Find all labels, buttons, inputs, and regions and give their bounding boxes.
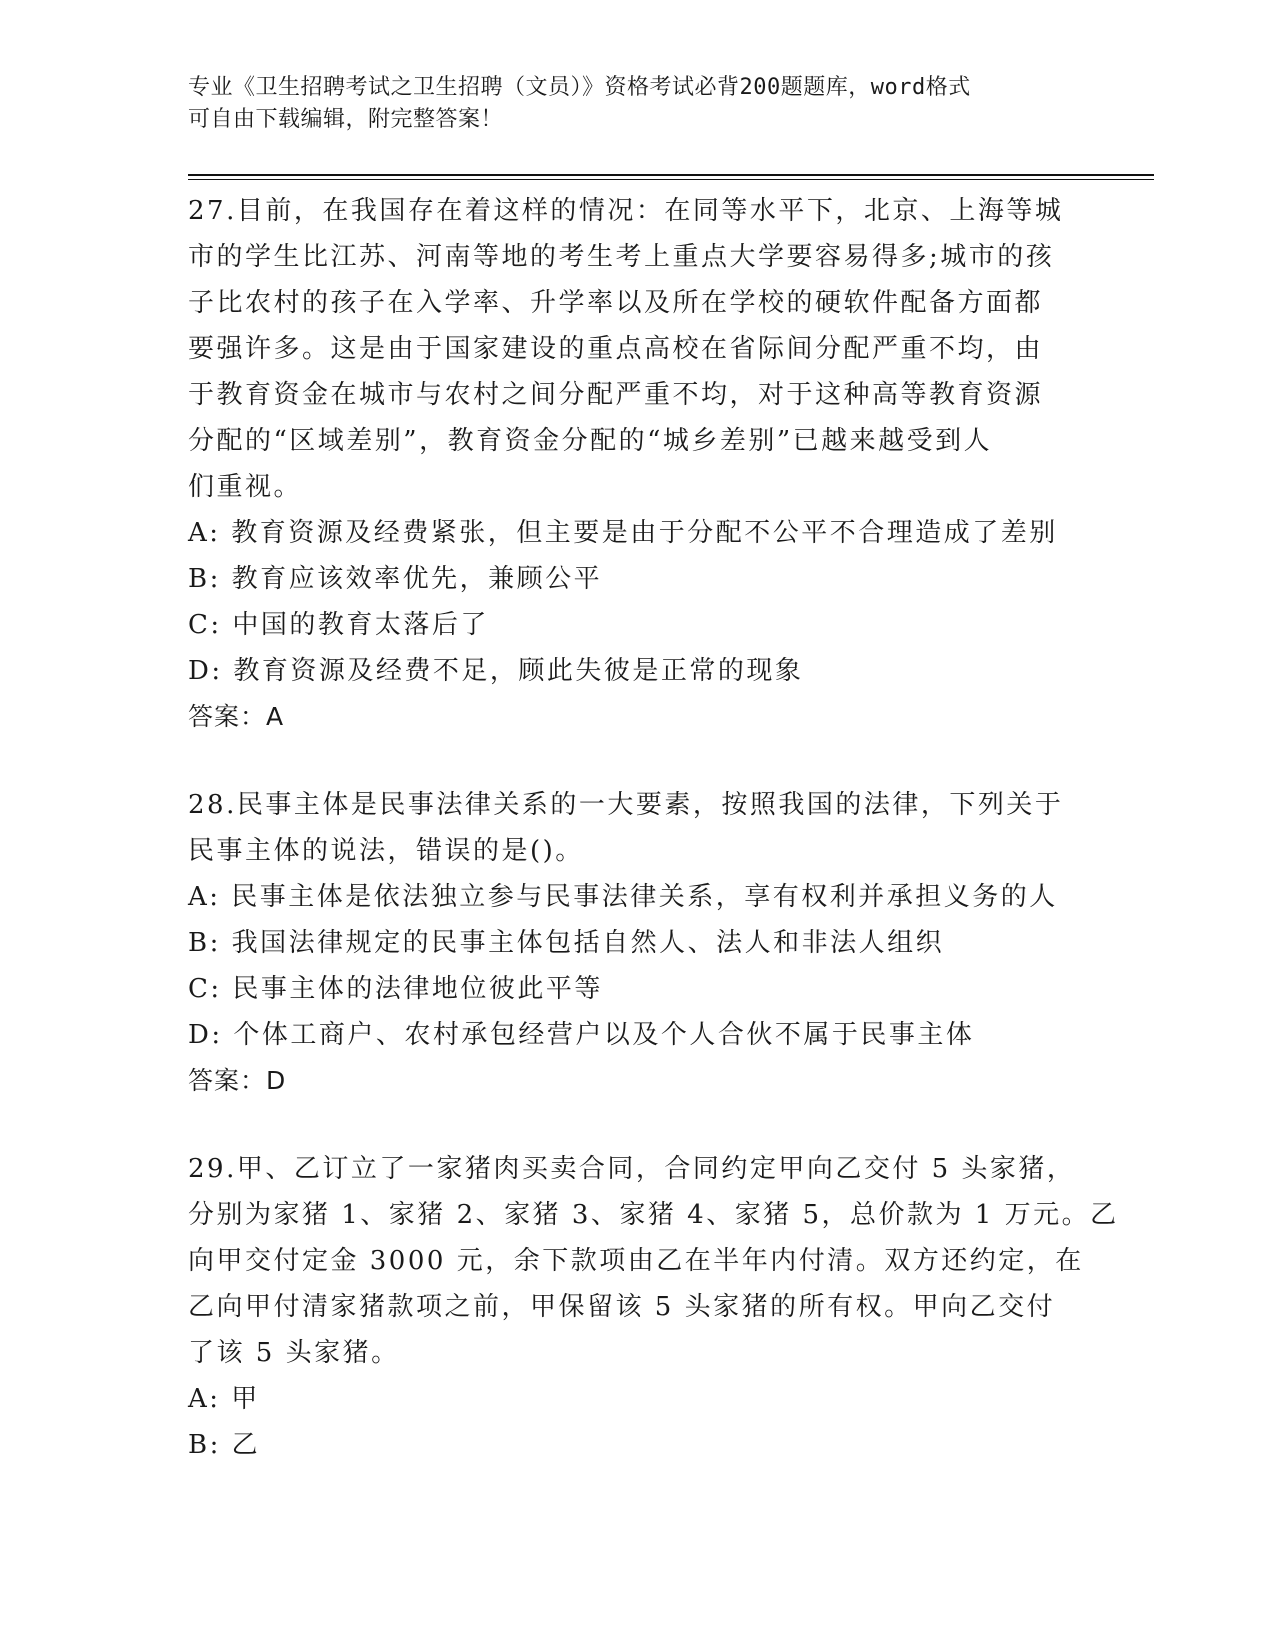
question-text-line: 分配的“区域差别”，教育资金分配的“城乡差别”已越来越受到人 [188,426,993,456]
question-text-line: 27.目前，在我国存在着这样的情况：在同等水平下，北京、上海等城 [188,196,1064,226]
question-text-line: 们重视。 [188,472,303,502]
option-b: B: 教育应该效率优先，兼顾公平 [188,564,603,594]
answer-label: 答案：A [188,702,285,731]
question-text-line: 乙向甲付清家猪款项之前，甲保留该 5 头家猪的所有权。甲向乙交付 [188,1292,1056,1322]
option-d: D: 教育资源及经费不足，顾此失彼是正常的现象 [188,656,804,686]
question-text-line: 29.甲、乙订立了一家猪肉买卖合同，合同约定甲向乙交付 5 头家猪， [188,1154,1076,1184]
question-text-line: 了该 5 头家猪。 [188,1338,400,1368]
option-c: C: 中国的教育太落后了 [188,610,489,640]
page-header [188,72,1088,136]
question-29 [188,1146,1119,1468]
question-list [188,188,1119,1468]
question-text-line: 要强许多。这是由于国家建设的重点高校在省际间分配严重不均，由 [188,334,1044,364]
header-divider-thin [188,179,1154,180]
answer-label: 答案：D [188,1066,287,1095]
question-text-line: 分别为家猪 1、家猪 2、家猪 3、家猪 4、家猪 5，总价款为 1 万元。乙 [188,1200,1119,1230]
option-a: A: 甲 [188,1384,260,1414]
header-line-2: 可自由下载编辑，附完整答案！ [188,107,504,132]
question-spacer [188,1104,1088,1146]
question-text-line: 市的学生比江苏、河南等地的考生考上重点大学要容易得多;城市的孩 [188,242,1055,272]
option-d: D: 个体工商户、农村承包经营户以及个人合伙不属于民事主体 [188,1020,975,1050]
question-text-line: 子比农村的孩子在入学率、升学率以及所在学校的硬软件配备方面都 [188,288,1044,318]
question-text-line: 向甲交付定金 3000 元，余下款项由乙在半年内付清。双方还约定，在 [188,1246,1084,1276]
question-text-line: 民事主体的说法，错误的是()。 [188,836,584,866]
option-c: C: 民事主体的法律地位彼此平等 [188,974,603,1004]
option-b: B: 乙 [188,1430,261,1460]
question-text-line: 28.民事主体是民事法律关系的一大要素，按照我国的法律，下列关于 [188,790,1064,820]
question-28 [188,782,1088,1104]
header-line-1: 专业《卫生招聘考试之卫生招聘（文员）》资格考试必背200题题库，word格式 [188,75,971,100]
question-spacer [188,740,1088,782]
option-b: B: 我国法律规定的民事主体包括自然人、法人和非法人组织 [188,928,945,958]
header-divider [188,174,1154,176]
question-27 [188,188,1088,740]
question-text-line: 于教育资金在城市与农村之间分配严重不均，对于这种高等教育资源 [188,380,1044,410]
option-a: A: 民事主体是依法独立参与民事法律关系，享有权利并承担义务的人 [188,882,1058,912]
option-a: A: 教育资源及经费紧张，但主要是由于分配不公平不合理造成了差别 [188,518,1058,548]
